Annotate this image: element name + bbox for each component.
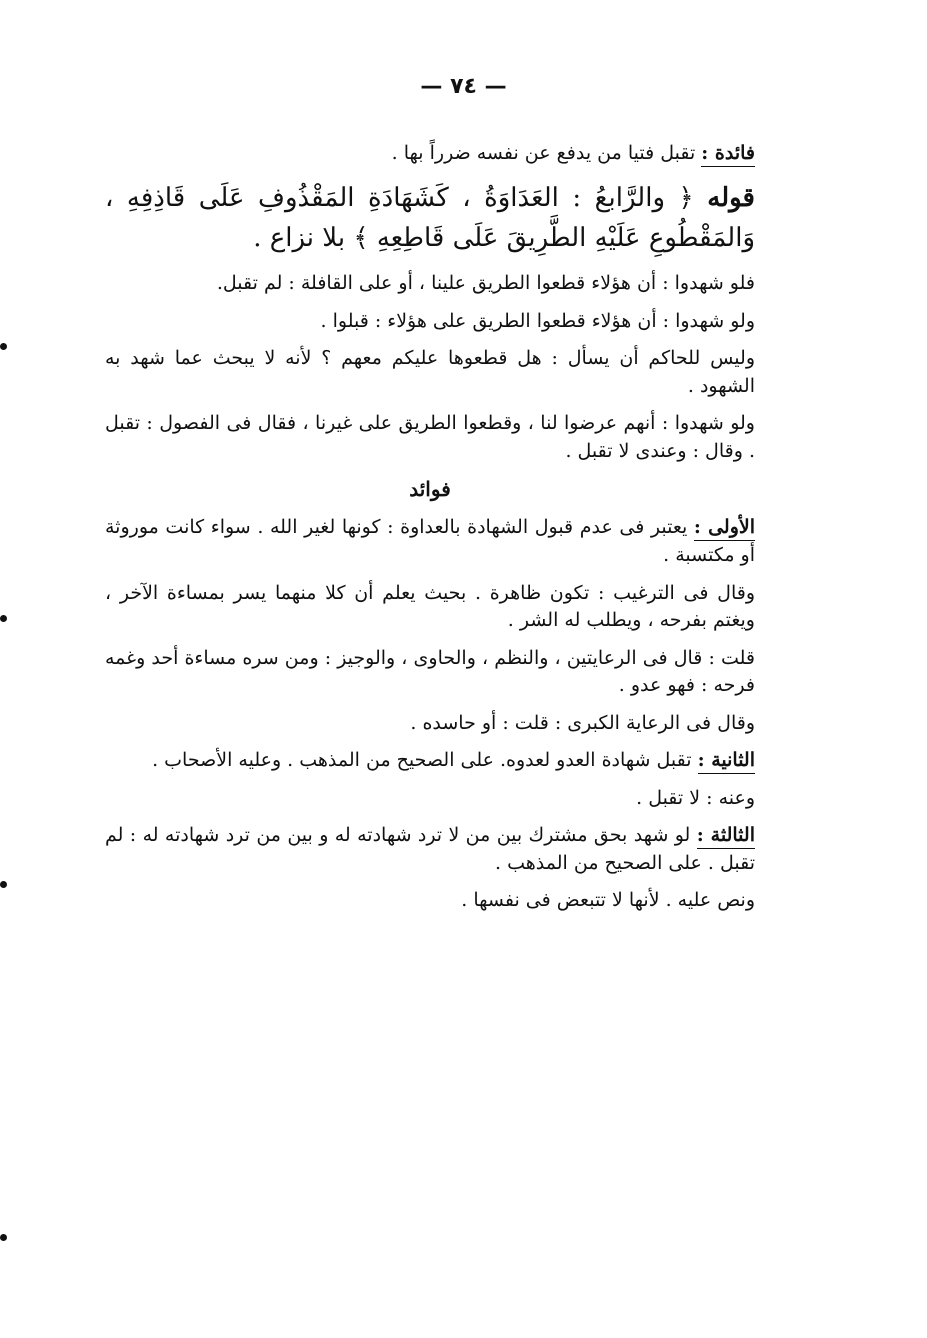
paragraph xyxy=(105,580,755,635)
section-heading xyxy=(105,475,755,504)
paragraph xyxy=(105,785,755,813)
paragraph-first xyxy=(105,514,755,569)
margin-mark xyxy=(0,881,7,888)
paragraph-text: وقال فى الرعاية الكبرى : قلت : أو حاسده . xyxy=(410,711,755,734)
paragraph-text: قلت : قال فى الرعايتين ، والنظم ، والحاوى ، والوجيز : ومن سره مساءة أحد وغمه فرحه : فهو عدو . xyxy=(105,646,755,697)
paragraph-text: تقبل فتيا من يدفع عن نفسه ضرراً بها . xyxy=(391,142,702,164)
paragraph-text: ونص عليه . لأنها لا تتبعض فى نفسها . xyxy=(461,889,755,912)
paragraph-text: ولو شهدوا : أنهم عرضوا لنا ، وقطعوا الطريق على غيرنا ، فقال فى الفصول : تقبل . وقال : وعندى لا تقبل . xyxy=(105,412,755,462)
paragraph xyxy=(105,645,755,700)
paragraph-text: يعتبر فى عدم قبول الشهادة بالعداوة : كونها لغير الله . سواء كانت موروثة أو مكتسبة . xyxy=(105,516,755,566)
paragraph-text: وقال فى الترغيب : تكون ظاهرة . بحيث يعلم أن كلا منهما يسر بمساءة الآخر ، ويغتم بفرحه ، ويطلب له الشر . xyxy=(105,581,755,632)
heading-text: فوائد xyxy=(409,477,451,502)
paragraph xyxy=(105,270,755,298)
paragraph-text: فلو شهدوا : أن هؤلاء قطعوا الطريق علينا ، أو على القافلة : لم تقبل. xyxy=(216,272,755,295)
paragraph-text: ولو شهدوا : أن هؤلاء قطعوا الطريق على هؤلاء : قبلوا . xyxy=(320,309,755,332)
paragraph-lead: قوله xyxy=(707,182,755,213)
paragraph-second xyxy=(105,747,755,775)
matn-quote xyxy=(105,178,755,259)
paragraph xyxy=(105,710,755,738)
body-text xyxy=(105,140,755,925)
paragraph-lead: الثانية : xyxy=(698,749,755,774)
margin-mark xyxy=(0,615,7,622)
paragraph xyxy=(105,345,755,400)
paragraph-text: ﴿ والرَّابعُ : العَدَاوَةُ ، كَشَهَادَةِ المَقْذُوفِ عَلَى قَاذِفِهِ ، وَالمَقْطُوعِ عَلَيْهِ الطَّرِيقَ عَلَى قَاطِعِهِ ﴾ بلا نزاع . xyxy=(105,182,755,253)
page-number: — ٧٤ — xyxy=(420,74,507,99)
paragraph xyxy=(105,410,755,465)
paragraph-text: وليس للحاكم أن يسأل : هل قطعوها عليكم معهم ؟ لأنه لا يبحث عما شهد به الشهود . xyxy=(105,347,755,397)
margin-mark xyxy=(0,1234,7,1241)
paragraph xyxy=(105,887,755,915)
paragraph-third xyxy=(105,822,755,877)
margin-mark xyxy=(0,343,7,350)
paragraph-text: لو شهد بحق مشترك بين من لا ترد شهادته له و بين من ترد شهادته له : لم تقبل . على الصحيح من المذهب . xyxy=(105,824,755,874)
paragraph-lead: الثالثة : xyxy=(697,824,755,849)
paragraph-faida xyxy=(105,140,755,168)
paragraph-text: وعنه : لا تقبل . xyxy=(636,786,755,809)
paragraph-lead: فائدة : xyxy=(701,142,755,167)
paragraph-text: تقبل شهادة العدو لعدوه. على الصحيح من المذهب . وعليه الأصحاب . xyxy=(152,749,698,772)
paragraph-lead: الأولى : xyxy=(694,516,755,541)
paragraph xyxy=(105,308,755,336)
